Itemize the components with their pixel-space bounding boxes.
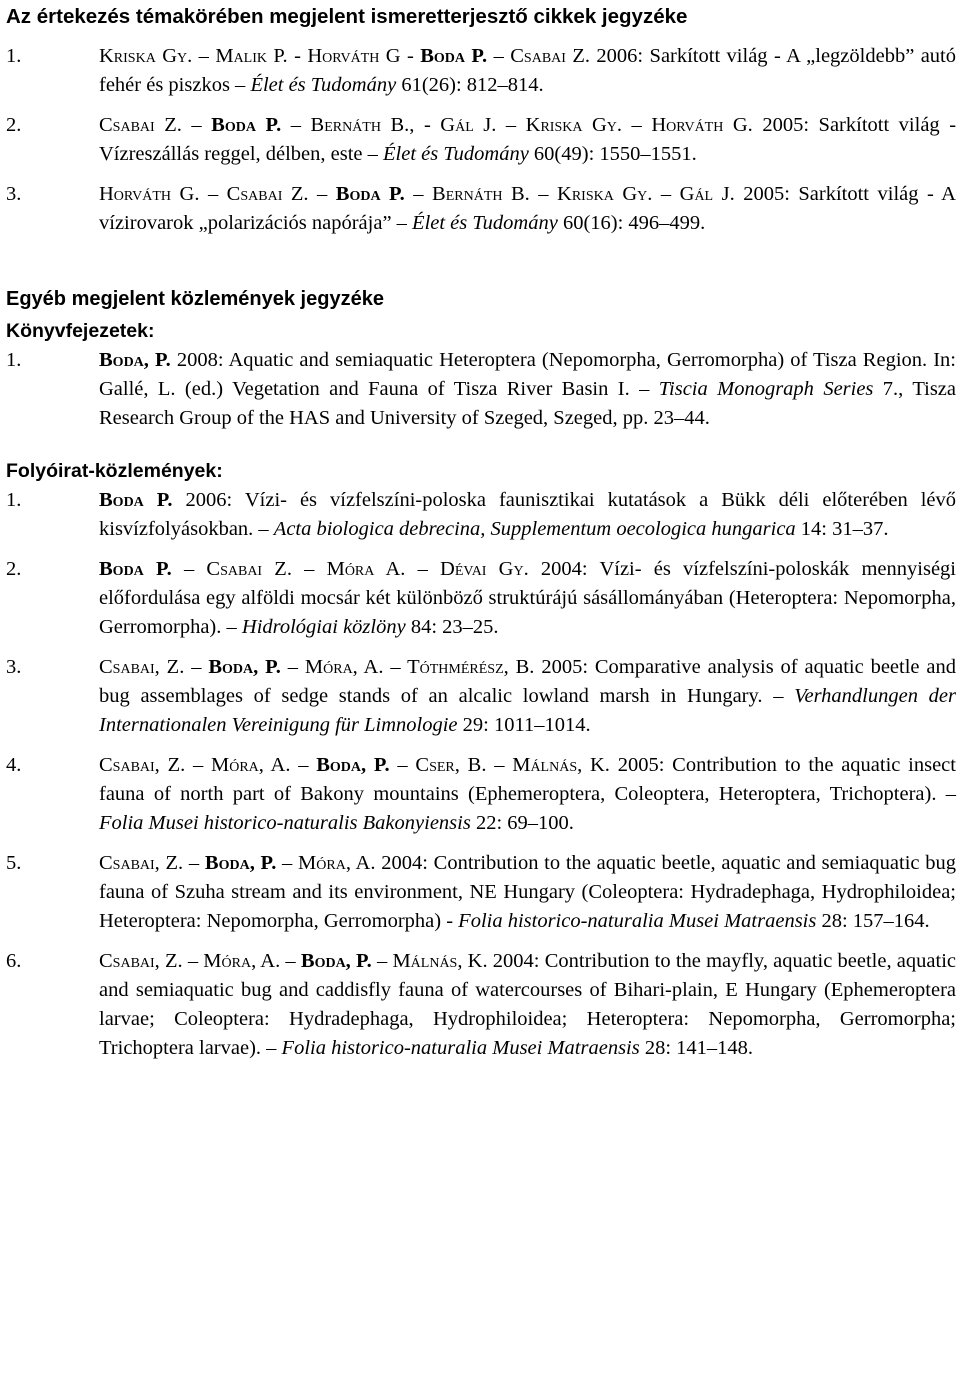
reference-tail: 22: 69–100.: [470, 812, 574, 834]
reference-item: [6, 849, 956, 936]
reference-tail: 60(16): 496–499.: [557, 212, 706, 234]
reference-text: 2005: Sarkított világ - Vízreszállás reggel, délben, este –: [99, 114, 957, 165]
reference-authors: Csabai Z. –: [99, 114, 212, 136]
reference-item: [6, 751, 956, 838]
reference-author-boda: Boda P.: [99, 558, 172, 580]
journal-articles-heading: Folyóirat-közlemények:: [6, 460, 223, 482]
reference-text: 2006: Sarkított világ - A „legzöldebb” autó fehér és piszkos –: [99, 45, 957, 96]
reference-number: 1.: [6, 45, 22, 67]
reference-journal: Folia historico-naturalia Musei Matraensis: [281, 1037, 640, 1059]
reference-tail: 60(49): 1550–1551.: [528, 143, 697, 165]
reference-text: 2006: Vízi- és vízfelszíni-poloska faunisztikai kutatások a Bükk déli előterében lévő kisvízfolyásokban. –: [99, 489, 956, 540]
reference-author-boda: Boda, P.: [208, 656, 281, 678]
reference-tail: 14: 31–37.: [795, 518, 889, 540]
reference-journal: Folia Musei historico-naturalis Bakonyiensis: [99, 812, 471, 834]
reference-authors-rest: – Cser, B. – Málnás, K.: [389, 754, 610, 776]
reference-author-boda: Boda, P.: [300, 950, 372, 972]
reference-item: [6, 180, 956, 238]
reference-number: 2.: [6, 558, 22, 580]
reference-authors-rest: – Bernáth B., - Gál J. – Kriska Gy. – Horváth G.: [281, 114, 753, 136]
journal-articles-list: [6, 486, 956, 1063]
reference-number: 6.: [6, 950, 22, 972]
reference-authors: Csabai, Z. – Móra, A. –: [99, 754, 317, 776]
reference-item: [6, 653, 956, 740]
reference-number: 5.: [6, 852, 22, 874]
reference-text: 2005: Comparative analysis of aquatic beetle and bug assemblages of sedge stands of an alcalic lowland marsh in Hungary. –: [99, 656, 956, 707]
book-chapters-list: [6, 346, 956, 433]
reference-text: 2004: Contribution to the mayfly, aquatic beetle, aquatic and semiaquatic bug and caddisfly fauna of watercourses of Bihari-plain, E Hungary (Ephemeroptera larvae; Coleoptera: Hydradephaga, Hydrophiloidea; Heteroptera: Nepomorpha, Gerromorpha; Trichoptera larvae). –: [99, 950, 956, 1059]
reference-item: [6, 111, 956, 169]
other-publications-heading: Egyéb megjelent közlemények jegyzéke: [6, 288, 384, 310]
book-chapters-heading: Könyvfejezetek:: [6, 320, 155, 342]
reference-authors-rest: – Móra, A.: [276, 852, 376, 874]
reference-authors: Horváth G. – Csabai Z. –: [99, 183, 336, 205]
reference-author-boda: Boda P.: [99, 489, 173, 511]
reference-number: 3.: [6, 656, 22, 678]
reference-item: [6, 42, 956, 100]
reference-authors-rest: – Csabai Z. – Móra A. – Dévai Gy.: [171, 558, 529, 580]
reference-authors: Csabai, Z. –: [99, 852, 205, 874]
reference-tail: 28: 157–164.: [816, 910, 930, 932]
reference-number: 1.: [6, 489, 22, 511]
reference-text: 2005: Sarkított világ - A vízirovarok „polarizációs napórája” –: [99, 183, 956, 234]
reference-journal: Élet és Tudomány: [383, 143, 529, 165]
reference-number: 3.: [6, 183, 22, 205]
reference-number: 4.: [6, 754, 22, 776]
reference-item: [6, 486, 956, 544]
reference-author-boda: Boda P.: [335, 183, 405, 205]
reference-tail: 28: 141–148.: [639, 1037, 754, 1059]
reference-number: 2.: [6, 114, 22, 136]
reference-journal: Élet és Tudomány: [412, 212, 558, 234]
reference-author-boda: Boda, P.: [316, 754, 390, 776]
reference-text: 2004: Vízi- és vízfelszíni-poloskák mennyiségi előfordulása egy alföldi mocsár két különböző struktúrájú sásállományában (Heteroptera: Nepomorpha, Gerromorpha). –: [99, 558, 956, 638]
reference-authors-rest: – Móra, A. – Tóthmérész, B.: [280, 656, 535, 678]
reference-author-boda: Boda, P.: [99, 349, 171, 371]
reference-authors-rest: – Bernáth B. – Kriska Gy. – Gál J.: [404, 183, 735, 205]
popular-articles-list: [6, 42, 956, 238]
reference-item: [6, 555, 956, 642]
reference-author-boda: Boda P.: [211, 114, 282, 136]
reference-author-boda: Boda P.: [420, 45, 488, 67]
reference-tail: 84: 23–25.: [405, 616, 499, 638]
reference-journal: Acta biologica debrecina, Supplementum oecologica hungarica: [273, 518, 796, 540]
reference-journal: Verhandlungen der Internationalen Vereinigung für Limnologie: [99, 685, 957, 736]
reference-item: [6, 947, 956, 1063]
reference-text: 2008: Aquatic and semiaquatic Heteroptera (Nepomorpha, Gerromorpha) of Tisza Region. In: Gallé, L. (ed.) Vegetation and Fauna of Tisza River Basin I. –: [99, 349, 956, 400]
reference-journal: Élet és Tudomány: [250, 74, 397, 96]
reference-tail: 29: 1011–1014.: [457, 714, 591, 736]
reference-journal: Hidrológiai közlöny: [241, 616, 406, 638]
reference-journal: Tiscia Monograph Series: [658, 378, 874, 400]
reference-tail: 61(26): 812–814.: [396, 74, 544, 96]
popular-articles-heading: Az értekezés témakörében megjelent ismeretterjesztő cikkek jegyzéke: [6, 5, 688, 28]
reference-tail: 7., Tisza Research Group of the HAS and University of Szeged, Szeged, pp. 23–44.: [99, 378, 956, 429]
reference-authors: Csabai, Z. –: [99, 656, 209, 678]
reference-author-boda: Boda, P.: [204, 852, 277, 874]
reference-authors: Kriska Gy. – Malik P. - Horváth G -: [99, 45, 421, 67]
reference-item: [6, 346, 956, 433]
reference-text: 2005: Contribution to the aquatic insect fauna of north part of Bakony mountains (Ephemeroptera, Coleoptera, Heteroptera, Trichoptera). –: [99, 754, 956, 805]
reference-authors-rest: – Csabai Z.: [487, 45, 591, 67]
reference-authors-rest: – Málnás, K.: [371, 950, 488, 972]
reference-number: 1.: [6, 349, 22, 371]
reference-journal: Folia historico-naturalia Musei Matraensis: [458, 910, 817, 932]
reference-authors: Csabai, Z. – Móra, A. –: [99, 950, 301, 972]
reference-text: 2004: Contribution to the aquatic beetle, aquatic and semiaquatic bug fauna of Szuha stream and its environment, NE Hungary (Coleoptera: Hydradephaga, Hydrophiloidea; Heteroptera: Nepomorpha, Gerromorpha) -: [99, 852, 956, 932]
